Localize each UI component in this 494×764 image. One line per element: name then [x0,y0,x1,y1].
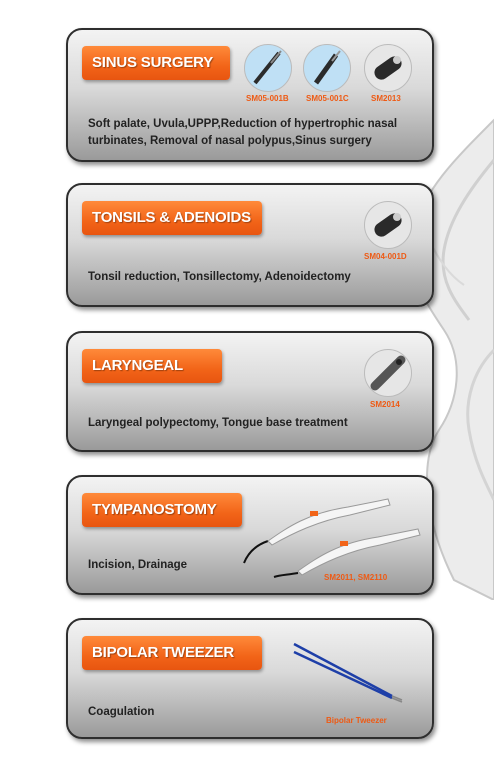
product-image-sm2013 [364,44,412,92]
product-code: Bipolar Tweezer [326,716,387,725]
card-tympanostomy [66,475,434,595]
product-image-sm04-001d [364,201,412,249]
card-description: Coagulation [88,706,155,718]
card-description: Laryngeal polypectomy, Tongue base treatment [88,417,348,429]
product-image-sm05-001c [303,44,351,92]
product-code: SM04-001D [364,252,407,261]
product-code: SM05-001B [246,94,289,103]
product-image-tweezer [288,638,408,708]
card-description: Soft palate, Uvula,UPPP,Reduction of hypertrophic nasal turbinates, Removal of nasal polypus,Sinus surgery [88,118,398,147]
card-title: SINUS SURGERY [82,46,230,80]
product-code: SM2014 [370,400,400,409]
card-title: TONSILS & ADENOIDS [82,201,262,235]
card-title: LARYNGEAL [82,349,222,383]
card-title: BIPOLAR TWEEZER [82,636,262,670]
card-title: TYMPANOSTOMY [82,493,242,527]
card-bipolar-tweezer [66,618,434,739]
card-laryngeal [66,331,434,452]
card-description: Incision, Drainage [88,559,188,571]
card-sinus-surgery [66,28,434,162]
product-code: SM05-001C [306,94,349,103]
card-tonsils-adenoids [66,183,434,307]
product-image-sm2014 [364,349,412,397]
card-description: Tonsil reduction, Tonsillectomy, Adenoidectomy [88,271,351,283]
product-image-sm05-001b [244,44,292,92]
product-code: SM2011, SM2110 [324,573,388,582]
product-code: SM2013 [371,94,401,103]
